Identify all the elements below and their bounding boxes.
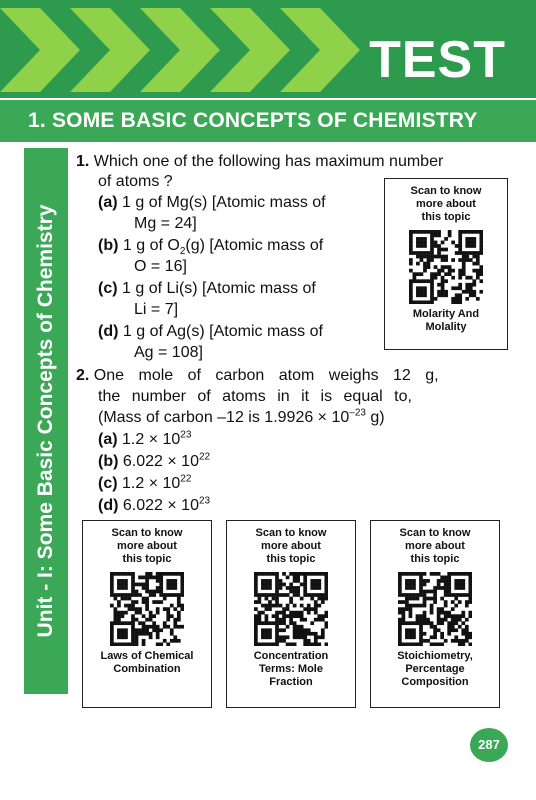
option-text: (g) [Atomic mass of [185,237,324,254]
scan-text: Scan to know more about this topic [399,527,471,565]
superscript: 22 [180,473,192,485]
option-d [98,322,323,341]
question-1-stem [76,152,443,171]
option-2d [98,496,210,515]
stem-text: (Mass of carbon –12 is 1.9926 × 10 [98,409,350,426]
option-text: 6.022 × 10 [122,453,199,470]
qr-box-stoichiometry[interactable] [370,520,500,708]
option-2b [98,452,210,471]
chapter-title: 1. SOME BASIC CONCEPTS OF CHEMISTRY [28,109,478,132]
page-number: 287 [470,728,508,762]
option-d-cont: Ag = 108] [134,344,203,361]
topic-label: Stoichiometry, Percentage Composition [397,650,473,688]
unit-side-strip [24,148,68,694]
qr-box-molarity[interactable] [384,178,508,350]
option-2a [98,430,191,449]
scan-text: Scan to know more about this topic [410,185,482,223]
option-a [98,193,326,212]
test-badge: TEST [369,31,506,89]
question-text: One mole of carbon atom weighs 12 g, [93,367,439,384]
question-2-stem [76,366,439,385]
option-text: 1 g of Mg(s) [Atomic mass of [122,194,326,211]
option-b-cont: O = 16] [134,258,187,275]
option-a-cont: Mg = 24] [134,215,197,232]
question-2-stem-cont: the number of atoms in it is equal to, [98,388,412,405]
superscript: 22 [198,451,211,463]
option-c [98,279,316,298]
subscript: 2 [179,246,186,258]
option-label: (a) [98,194,118,211]
topic-label: Concentration Terms: Mole Fraction [253,650,329,688]
option-text: 1 g of O [122,237,180,254]
question-1-stem-cont: of atoms ? [98,173,173,190]
superscript: –23 [349,407,366,419]
superscript: 23 [180,429,192,441]
option-label: (c) [98,475,118,492]
option-label: (a) [98,431,118,448]
option-text: 1 g of Li(s) [Atomic mass of [122,280,316,297]
superscript: 23 [198,495,211,507]
option-text: 1.2 × 10 [122,431,181,448]
topic-label: Molarity And Molality [412,308,480,333]
scan-text: Scan to know more about this topic [255,527,327,565]
option-text: 1 g of Ag(s) [Atomic mass of [122,323,323,340]
qr-code-icon[interactable] [398,572,472,646]
option-label: (b) [98,237,119,254]
option-label: (d) [98,497,119,514]
option-b [98,236,324,258]
qr-code-icon[interactable] [110,572,184,646]
chevron-arrows-decoration [0,0,420,98]
question-2-stem-mass [98,408,385,427]
scan-text: Scan to know more about this topic [111,527,183,565]
question-number: 1. [76,153,90,170]
option-text: 1.2 × 10 [122,475,181,492]
option-label: (b) [98,453,119,470]
question-text: Which one of the following has maximum number [93,153,444,170]
stem-text: g) [365,409,385,426]
topic-label: Laws of Chemical Combination [100,650,194,675]
qr-box-laws[interactable] [82,520,212,708]
qr-code-icon[interactable] [254,572,328,646]
option-2c [98,474,191,493]
chapter-title-bar [0,100,536,142]
question-number: 2. [76,367,90,384]
qr-box-concentration[interactable] [226,520,356,708]
unit-label: Unit - I: Some Basic Concepts of Chemistry [34,204,57,638]
option-text: 6.022 × 10 [122,497,199,514]
option-c-cont: Li = 7] [134,301,179,318]
option-label: (c) [98,280,118,297]
qr-code-icon[interactable] [409,230,483,304]
option-label: (d) [98,323,119,340]
